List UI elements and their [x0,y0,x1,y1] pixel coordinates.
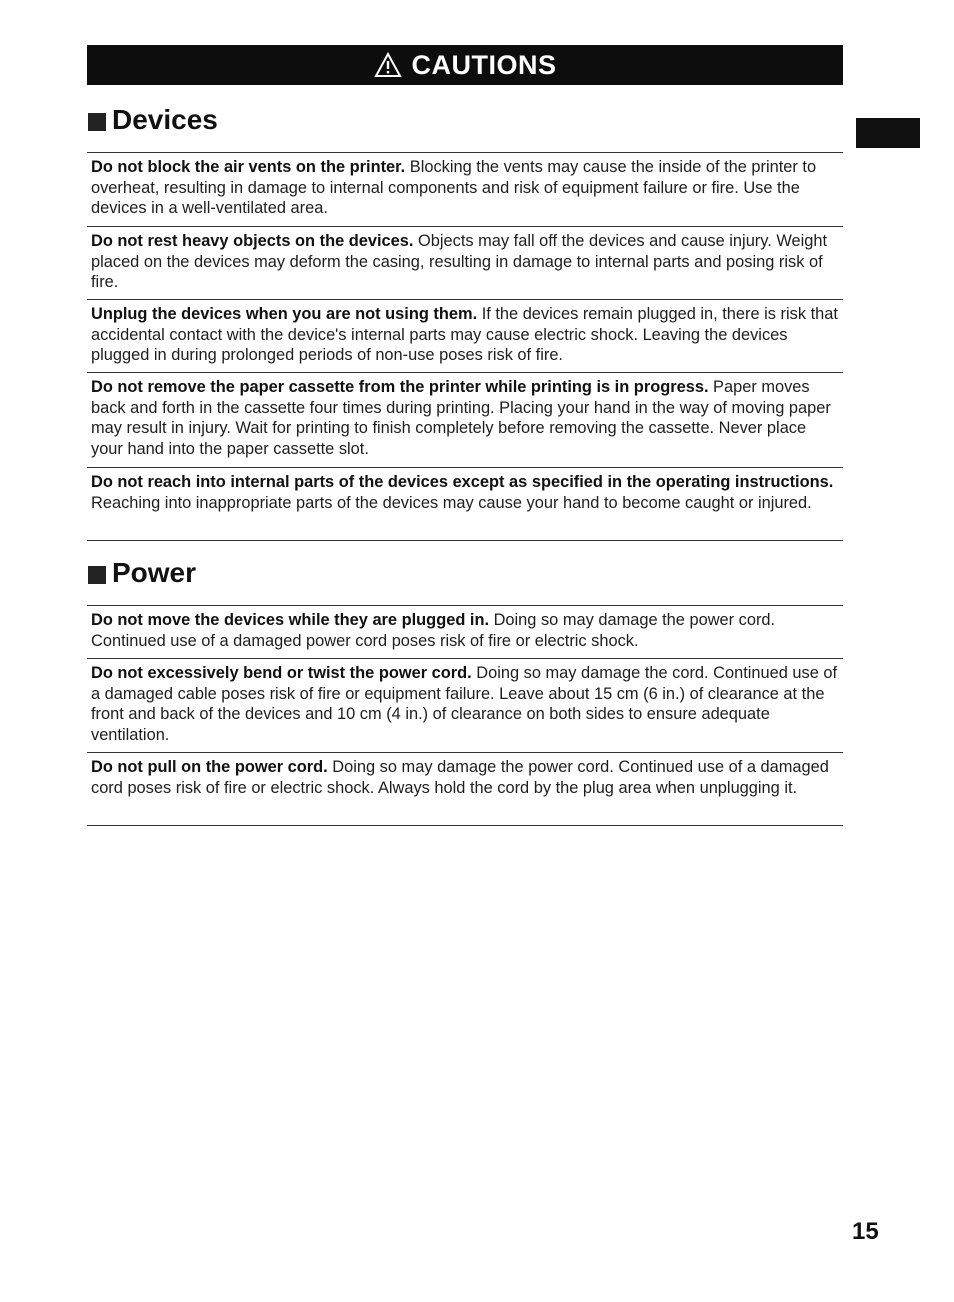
caution-item [91,377,839,460]
divider [87,152,843,153]
divider [87,299,843,300]
caution-item-text: Reaching into inappropriate parts of the devices may cause your hand to become caught or injured. [91,493,812,512]
caution-item-title: Do not block the air vents on the printer. [91,158,406,176]
caution-item-title: Do not move the devices while they are plugged in. [91,611,490,629]
caution-item-title: Do not rest heavy objects on the devices. [91,232,414,250]
square-bullet-icon [88,113,106,131]
caution-item-title: Do not remove the paper cassette from the printer while printing is in progress. [91,378,709,396]
banner-title: CAUTIONS [411,49,557,80]
caution-item [91,304,839,366]
divider [87,467,843,468]
caution-item [91,472,839,513]
divider [87,605,843,606]
section-heading-text: Devices [112,104,218,135]
warning-triangle-icon [374,52,402,78]
caution-item-title: Unplug the devices when you are not using them. [91,305,478,323]
divider [87,372,843,373]
caution-item-title: Do not reach into internal parts of the devices except as specified in the operating instructions. [91,473,834,491]
caution-item-text: Blocking the vents may cause the inside of the printer to overheat, resulting in damage to internal components and risk of equipment failure or fire. Use the devices in a well-ventilated area. [91,158,817,218]
caution-item-text: If the devices remain plugged in, there is risk that accidental contact with the device's internal parts may cause electric shock. Leaving the devices plugged in during prolonged periods of non-use poses risk of fire. [91,305,838,365]
caution-item [91,157,839,219]
side-tab-marker [856,118,920,148]
cautions-banner [87,45,843,85]
divider [87,658,843,659]
caution-item-text: Doing so may damage the cord. Continued use of a damaged cable poses risk of fire or equipment failure. Leave about 15 cm (6 in.) of clearance at the front and back of the devices and 10 cm (4 in.) of clearance on both sides to ensure adequate ventilation. [91,664,838,745]
caution-item [91,757,839,798]
caution-item-text: Doing so may damage the power cord. Continued use of a damaged power cord poses risk of fire or electric shock. [91,611,776,650]
divider [87,540,843,541]
section-heading-devices [88,104,218,136]
page-number: 15 [852,1218,879,1245]
caution-item-text: Objects may fall off the devices and cause injury. Weight placed on the devices may deform the casing, resulting in damage to internal parts and posing risk of fire. [91,232,828,292]
divider [87,752,843,753]
section-heading-power [88,557,196,589]
caution-item-title: Do not excessively bend or twist the power cord. [91,664,472,682]
section-heading-text: Power [112,557,197,588]
square-bullet-icon [88,566,106,584]
divider [87,226,843,227]
caution-item-text: Doing so may damage the power cord. Continued use of a damaged cord poses risk of fire or electric shock. Always hold the cord by the plug area when unplugging it. [91,758,829,797]
divider [87,825,843,826]
caution-item [91,231,839,293]
caution-item [91,610,839,651]
caution-item-text: Paper moves back and forth in the cassette four times during printing. Placing your hand in the way of moving paper may result in injury. Wait for printing to finish completely before removing the cassette. Never place your hand into the paper cassette slot. [91,378,831,459]
caution-item-title: Do not pull on the power cord. [91,758,328,776]
caution-item [91,663,839,746]
